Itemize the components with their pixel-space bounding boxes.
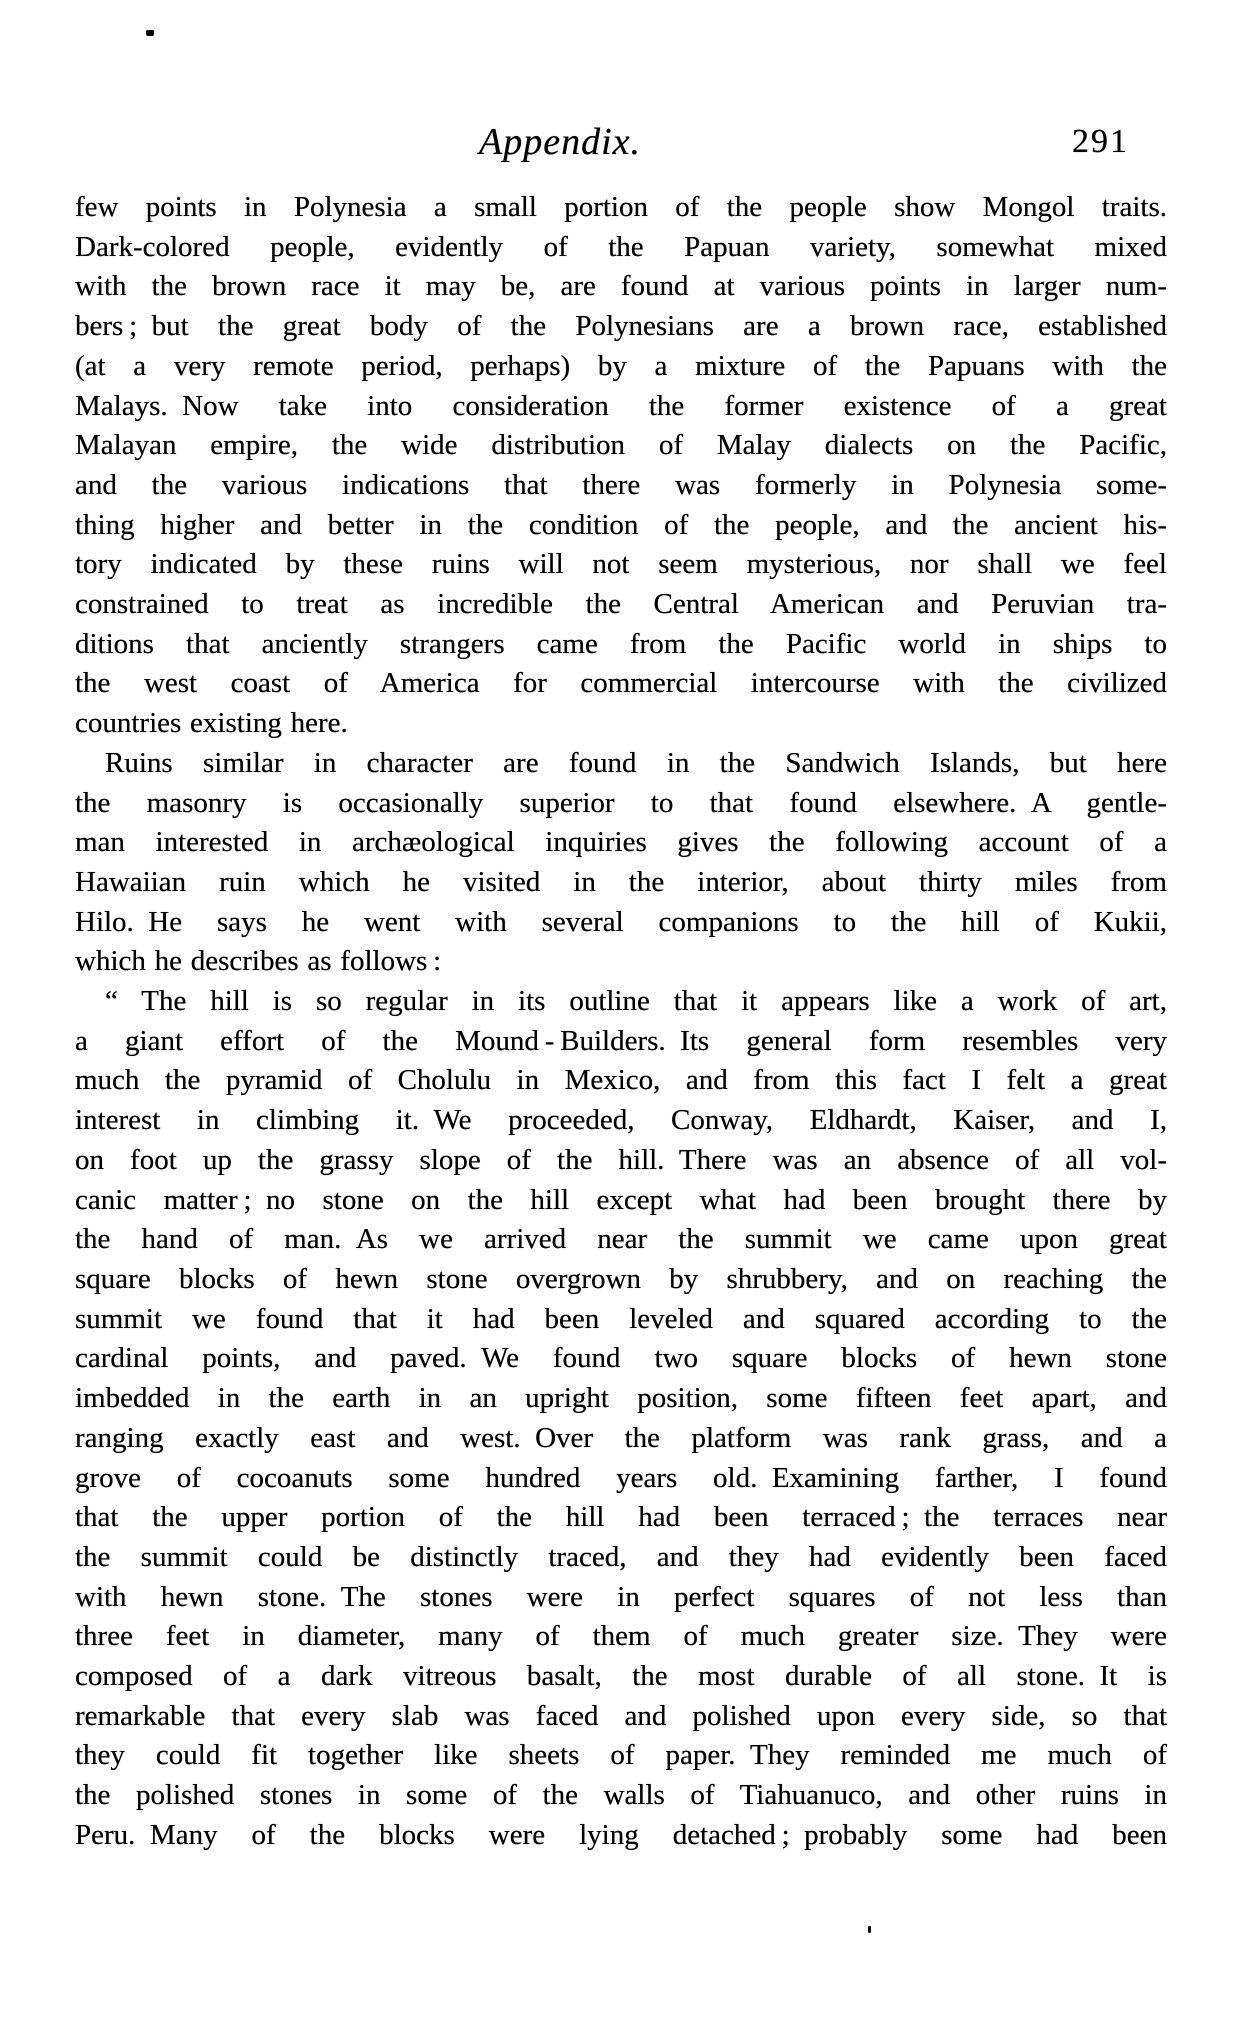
text-line: and the various indications that there was formerly in Polynesia some-: [75, 468, 1167, 501]
text-line: a giant effort of the Mound - Builders. Its general form resembles very: [75, 1024, 1167, 1057]
text-line: with hewn stone. The stones were in perfect squares of not less than: [75, 1580, 1167, 1613]
text-line: Hilo. He says he went with several companions to the hill of Kukii,: [75, 905, 1167, 938]
text-line: thing higher and better in the condition of the people, and the ancient his-: [75, 508, 1167, 541]
text-line: much the pyramid of Cholulu in Mexico, and from this fact I felt a great: [75, 1064, 1167, 1097]
text-line: ditions that anciently strangers came from the Pacific world in ships to: [75, 627, 1167, 660]
text-line: (at a very remote period, perhaps) by a mixture of the Papuans with the: [75, 349, 1167, 382]
text-line: few points in Polynesia a small portion of the people show Mongol traits.: [75, 191, 1167, 223]
running-header: [75, 120, 1167, 176]
text-line: cardinal points, and paved. We found two square blocks of hewn stone: [75, 1342, 1167, 1375]
text-line: that the upper portion of the hill had been terraced ; the terraces near: [75, 1501, 1167, 1534]
text-line: grove of cocoanuts some hundred years old. Examining farther, I found: [75, 1461, 1167, 1494]
page-title: Appendix.: [478, 121, 641, 163]
text-line: the masonry is occasionally superior to that found elsewhere. A gentle-: [75, 786, 1167, 819]
text-line: on foot up the grassy slope of the hill. There was an absence of all vol-: [75, 1143, 1167, 1176]
ink-speck-bottom: [868, 1926, 871, 1933]
text-line: Hawaiian ruin which he visited in the interior, about thirty miles from: [75, 865, 1167, 898]
page-number: 291: [1072, 123, 1129, 160]
text-line: the west coast of America for commercial intercourse with the civilized: [75, 667, 1167, 700]
text-line: canic matter ; no stone on the hill except what had been brought there by: [75, 1183, 1167, 1216]
text-line: the summit could be distinctly traced, and they had evidently been faced: [75, 1540, 1167, 1573]
ink-speck-top: [146, 30, 154, 36]
text-line: Malays. Now take into consideration the former existence of a great: [75, 389, 1167, 422]
text-line: Dark-colored people, evidently of the Papuan variety, somewhat mixed: [75, 230, 1167, 263]
text-line: man interested in archæological inquiries gives the following account of a: [75, 826, 1167, 859]
text-line: imbedded in the earth in an upright position, some fifteen feet apart, and: [75, 1382, 1167, 1415]
text-line: they could fit together like sheets of paper. They reminded me much of: [75, 1739, 1167, 1772]
text-line: with the brown race it may be, are found at various points in larger num-: [75, 270, 1167, 303]
text-line: Peru. Many of the blocks were lying detached ; probably some had been: [75, 1818, 1167, 1851]
text-line: which he describes as follows :: [75, 945, 442, 978]
text-line: bers ; but the great body of the Polynesians are a brown race, established: [75, 310, 1167, 343]
text-line: constrained to treat as incredible the Central American and Peruvian tra-: [75, 588, 1167, 621]
text-line: the hand of man. As we arrived near the summit we came upon great: [75, 1223, 1167, 1256]
text-line: interest in climbing it. We proceeded, Conway, Eldhardt, Kaiser, and I,: [75, 1104, 1167, 1137]
text-line: summit we found that it had been leveled and squared according to the: [75, 1302, 1167, 1335]
text-line: composed of a dark vitreous basalt, the most durable of all stone. It is: [75, 1660, 1167, 1693]
text-line: remarkable that every slab was faced and polished upon every side, so that: [75, 1699, 1167, 1732]
text-line: tory indicated by these ruins will not seem mysterious, nor shall we feel: [75, 548, 1167, 581]
text-line: “ The hill is so regular in its outline that it appears like a work of art,: [105, 985, 1167, 1018]
text-block: [75, 188, 1167, 1856]
text-line: countries existing here.: [75, 707, 348, 740]
text-line: square blocks of hewn stone overgrown by shrubbery, and on reaching the: [75, 1262, 1167, 1295]
text-line: Malayan empire, the wide distribution of Malay dialects on the Pacific,: [75, 429, 1167, 462]
text-line: three feet in diameter, many of them of much greater size. They were: [75, 1620, 1167, 1653]
text-line: ranging exactly east and west. Over the platform was rank grass, and a: [75, 1421, 1167, 1454]
text-line: Ruins similar in character are found in the Sandwich Islands, but here: [105, 746, 1167, 779]
text-line: the polished stones in some of the walls of Tiahuanuco, and other ruins in: [75, 1779, 1167, 1812]
